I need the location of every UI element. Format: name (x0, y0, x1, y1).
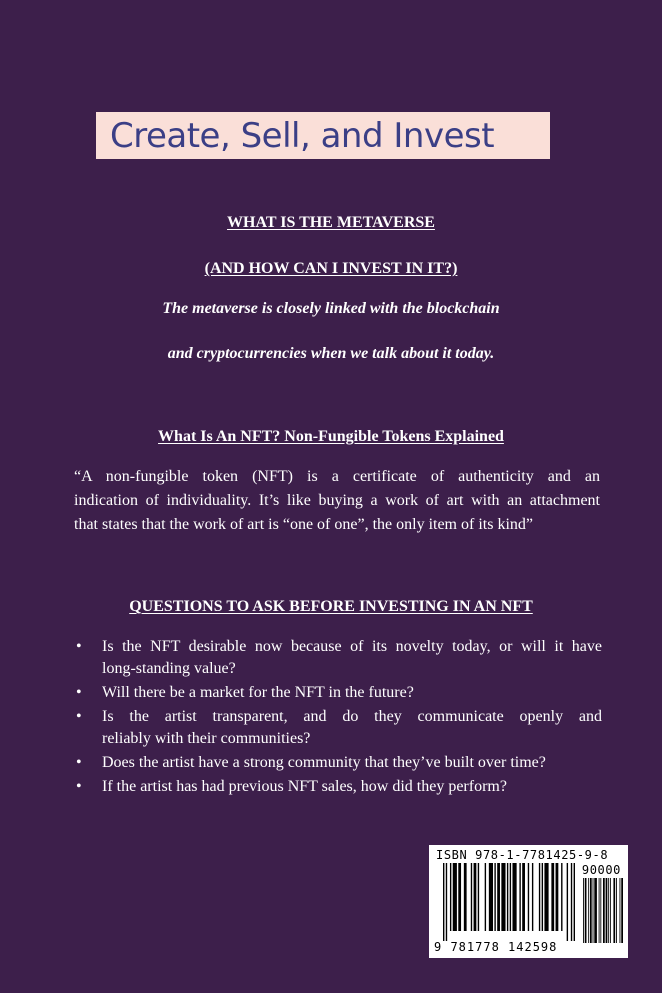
barcode-bar (489, 863, 493, 931)
list-item (74, 776, 602, 798)
barcode-bar (544, 863, 548, 931)
book-title: Create, Sell, and Invest (110, 115, 495, 156)
ean-digits: 9 781778 142598 (434, 940, 558, 954)
barcode-bar (478, 863, 479, 931)
list-item-line: Does the artist have a strong community that they’ve built over time? (102, 754, 546, 771)
barcode-bar (588, 878, 589, 943)
barcode-bar (446, 863, 447, 941)
barcode-bar (532, 863, 533, 931)
list-item (74, 706, 602, 750)
list-item-line: Is the NFT desirable now because of its novelty today, or will it have (102, 638, 602, 655)
barcode-bar (443, 863, 444, 941)
barcode-bar (507, 863, 508, 931)
barcode-bar (574, 863, 575, 941)
barcode-bar (594, 878, 597, 943)
barcode-bar (610, 878, 611, 943)
list-item-line: Will there be a market for the NFT in the future? (102, 684, 414, 701)
barcode-bar (542, 863, 543, 931)
barcode-bar (567, 863, 568, 941)
barcode-bar (485, 863, 486, 931)
bullet-icon: • (76, 754, 82, 771)
list-item (74, 752, 602, 774)
barcode-bar (464, 863, 467, 931)
barcode-bar (494, 863, 495, 931)
tagline-line-1: The metaverse is closely linked with the blockchain (162, 300, 500, 317)
quote-line: “A non-fungible token (NFT) is a certificate of authenticity and an (74, 468, 600, 485)
barcode-bar (471, 863, 472, 931)
barcode-bar (519, 863, 520, 931)
questions-list (74, 636, 602, 800)
bullet-icon: • (76, 684, 82, 701)
list-item (74, 636, 602, 680)
barcode-bar (593, 878, 594, 943)
barcode-bar (616, 878, 617, 943)
nft-definition-quote (74, 465, 600, 537)
barcode-bar (453, 863, 457, 931)
tagline-line-2: and cryptocurrencies when we talk about it today. (167, 345, 495, 362)
nft-heading: What Is An NFT? Non-Fungible Tokens Explained (158, 428, 504, 445)
barcode-bar (583, 878, 584, 943)
addon-barcode-bars (583, 878, 623, 953)
list-item-line: Is the artist transparent, and do they communicate openly and (102, 708, 602, 725)
barcode-bar (528, 863, 529, 931)
price-addon-number: 90000 (581, 863, 621, 877)
isbn-number: ISBN 978-1-7781425-9-8 (436, 848, 609, 862)
barcode-bar (561, 863, 562, 931)
barcode-bar (458, 863, 461, 931)
barcode-bar (539, 863, 540, 931)
barcode-bar (600, 878, 601, 943)
barcode-bar (599, 878, 600, 943)
barcode-bar (556, 863, 559, 931)
metaverse-subheading: (AND HOW CAN I INVEST IN IT?) (204, 260, 458, 277)
barcode-bar (501, 863, 505, 931)
bullet-icon: • (76, 778, 82, 795)
list-item (74, 682, 602, 704)
metaverse-heading: WHAT IS THE METAVERSE (227, 214, 435, 231)
quote-line: that states that the work of art is “one of one”, the only item of its kind” (74, 516, 533, 533)
list-item-line: reliably with their communities? (102, 730, 311, 747)
barcode-bar (474, 863, 477, 931)
isbn-barcode (429, 845, 628, 958)
barcode-bar (608, 878, 609, 943)
barcode-bar (512, 863, 516, 931)
barcode-bar (613, 878, 615, 943)
quote-line: indication of individuality. It’s like buying a work of art with an attachment (74, 492, 600, 509)
barcode-bar (522, 863, 525, 931)
list-item-line: long-standing value? (102, 660, 236, 677)
list-item-line: If the artist has had previous NFT sales, how did they perform? (102, 778, 507, 795)
title-banner (96, 112, 550, 159)
barcode-bar (603, 878, 605, 943)
barcode-bar (510, 863, 511, 931)
barcode-bar (606, 878, 608, 943)
barcode-bar (450, 863, 451, 931)
barcode-bar (551, 863, 554, 931)
barcode-bar (620, 878, 621, 943)
barcode-bar (585, 878, 587, 943)
bullet-icon: • (76, 708, 82, 725)
questions-heading: QUESTIONS TO ASK BEFORE INVESTING IN AN NFT (129, 598, 533, 615)
barcode-bar (571, 863, 572, 941)
barcode-bar (621, 878, 623, 943)
bullet-icon: • (76, 638, 82, 655)
barcode-bars (443, 863, 575, 941)
barcode-bar (590, 878, 592, 943)
barcode-bar (497, 863, 500, 931)
